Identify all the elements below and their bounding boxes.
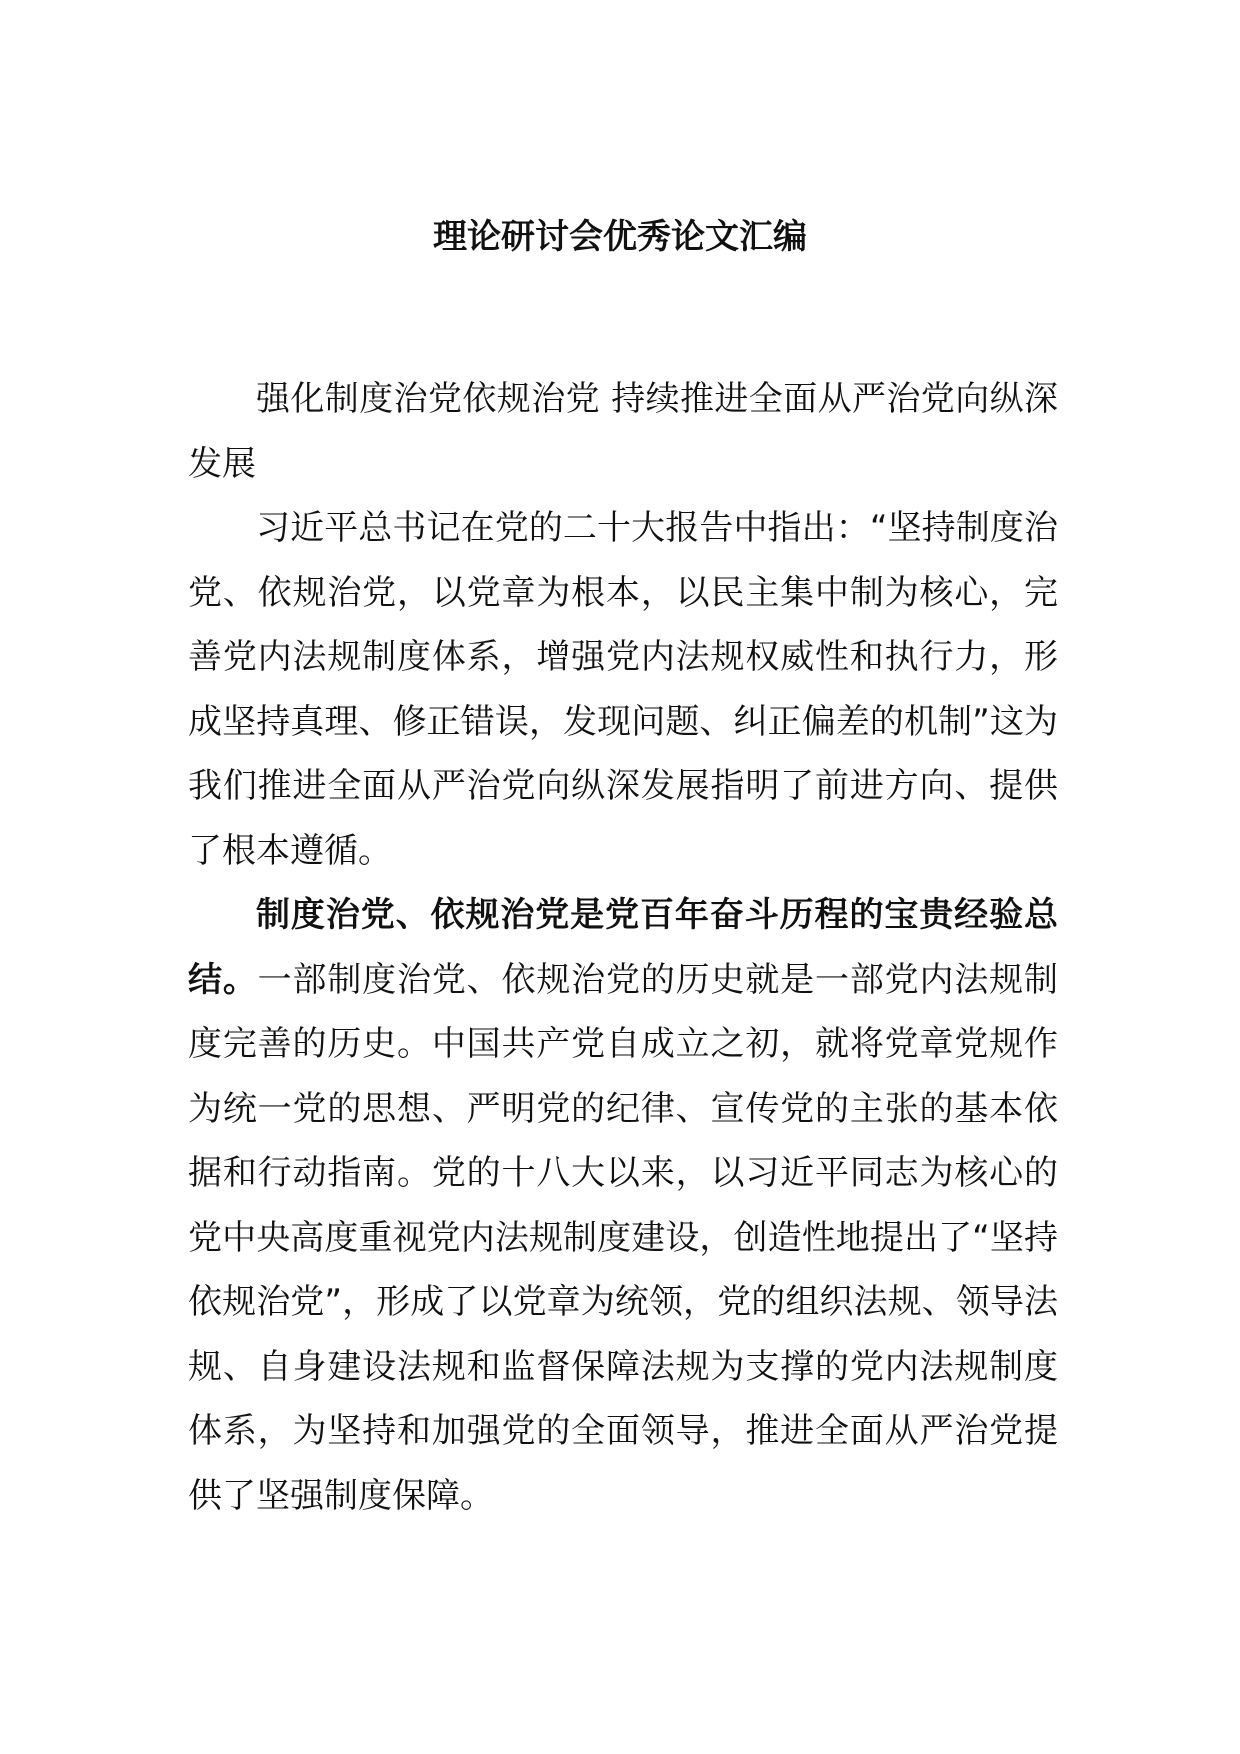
document-title: 理论研讨会优秀论文汇编 <box>433 217 807 257</box>
paragraph-1: 习近平总书记在党的二十大报告中指出：“坚持制度治党、依规治党，以党章为根本，以民主集中制为核心，完善党内法规制度体系，增强党内法规权威性和执行力，形成坚持真理、修正错误，发现问题、纠正偏差的机制”这为我们推进全面从严治党向纵深发展指明了前进方向、提供了根本遵循。 <box>188 508 1058 871</box>
paragraph-2 <box>188 883 1058 1528</box>
paragraph-2-text: 一部制度治党、依规治党的历史就是一部党内法规制度完善的历史。中国共产党自成立之初，就将党章党规作为统一党的思想、严明党的纪律、宣传党的主张的基本依据和行动指南。党的十八大以来，以习近平同志为核心的党中央高度重视党内法规制度建设，创造性地提出了“坚持依规治党”，形成了以党章为统领，党的组织法规、领导法规、自身建设法规和监督保障法规为支撑的党内法规制度体系，为坚持和加强党的全面领导，推进全面从严治党提供了坚强制度保障。 <box>188 959 1059 1516</box>
article-body <box>188 367 1058 1528</box>
article-heading: 强化制度治党依规治党 持续推进全面从严治党向纵深发展 <box>188 379 1058 484</box>
paragraph-2-lead: 制度治党、依规治党是党百年奋斗历程的宝贵经验总结。 <box>188 895 1058 1000</box>
